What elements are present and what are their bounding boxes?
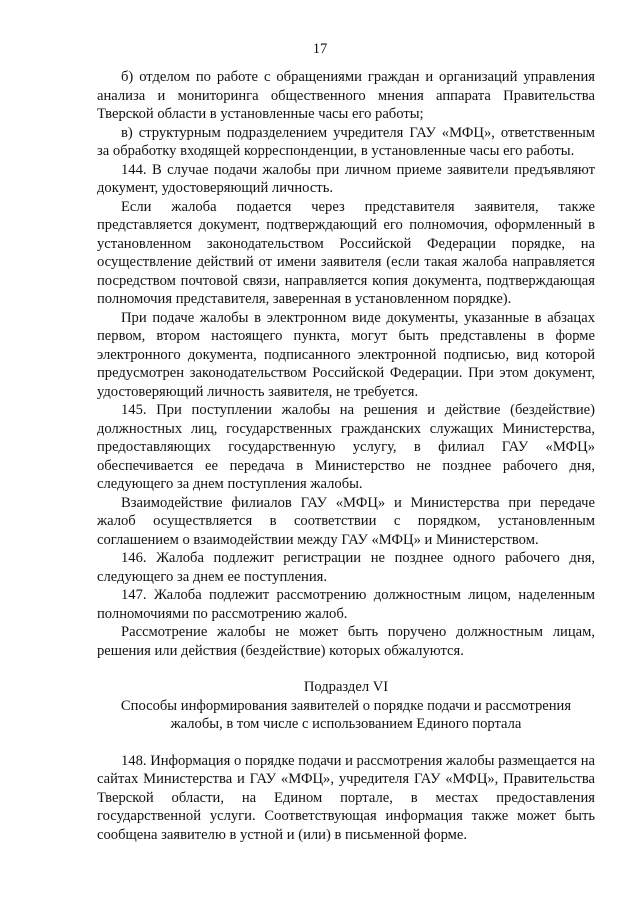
subsection-heading: Способы информирования заявителей о порядке подачи и рассмотрения жалобы, в том числе с использованием Единого портала [120,697,572,732]
paragraph: 147. Жалоба подлежит рассмотрению должностным лицом, наделенным полномочиями по рассмотрению жалоб. [97,587,595,622]
paragraph: Рассмотрение жалобы не может быть поручено должностным лицам, решения или действия (бездействие) которых обжалуются. [97,624,595,659]
document-body [97,68,595,844]
paragraph: 145. При поступлении жалобы на решения и действие (бездействие) должностных лиц, государственных гражданских служащих Министерства, предоставляющих государственную услугу, в филиал ГАУ «МФЦ» обеспечивается ее передача в Министерство не позднее рабочего дня, следующего за днем поступления жалобы. [97,402,595,492]
page-number: 17 [312,41,328,57]
paragraph: в) структурным подразделением учредителя ГАУ «МФЦ», ответственным за обработку входящей корреспонденции, в установленные часы его работы. [97,124,595,159]
paragraph: 144. В случае подачи жалобы при личном приеме заявители предъявляют документ, удостоверяющий личность. [97,161,595,196]
subsection-title: Подраздел VI [303,679,389,695]
paragraph: б) отделом по работе с обращениями граждан и организаций управления анализа и мониторинга общественного мнения аппарата Правительства Тверской области в установленные часы его работы; [97,69,595,122]
paragraph: При подаче жалобы в электронном виде документы, указанные в абзацах первом, втором настоящего пункта, могут быть представлены в форме электронного документа, подписанного электронной подписью, вид которой предусмотрен законодательством Российской Федерации. При этом документ, удостоверяющий личность заявителя, не требуется. [97,309,595,400]
paragraph: 146. Жалоба подлежит регистрации не позднее одного рабочего дня, следующего за днем ее поступления. [97,550,595,585]
paragraph: 148. Информация о порядке подачи и рассмотрения жалобы размещается на сайтах Министерства и ГАУ «МФЦ», учредителя ГАУ «МФЦ», Правительства Тверской области, на Едином портале, в местах предоставления государственной услуги. Соответствующая информация также может быть сообщена заявителю в устной и (или) в письменной форме. [97,752,596,843]
paragraph: Если жалоба подается через представителя заявителя, также представляется документ, подтверждающий его полномочия, оформленный в установленном законодательством Российской Федерации порядке, на осуществление действий от имени заявителя (если такая жалоба направляется посредством почтовой связи, направляется копия документа, подтверждающая полномочия представителя, заверенная в установленном порядке). [97,198,595,307]
paragraph: Взаимодействие филиалов ГАУ «МФЦ» и Министерства при передаче жалоб осуществляется в соответствии с порядком, установленным соглашением о взаимодействии между ГАУ «МФЦ» и Министерством. [97,494,595,548]
